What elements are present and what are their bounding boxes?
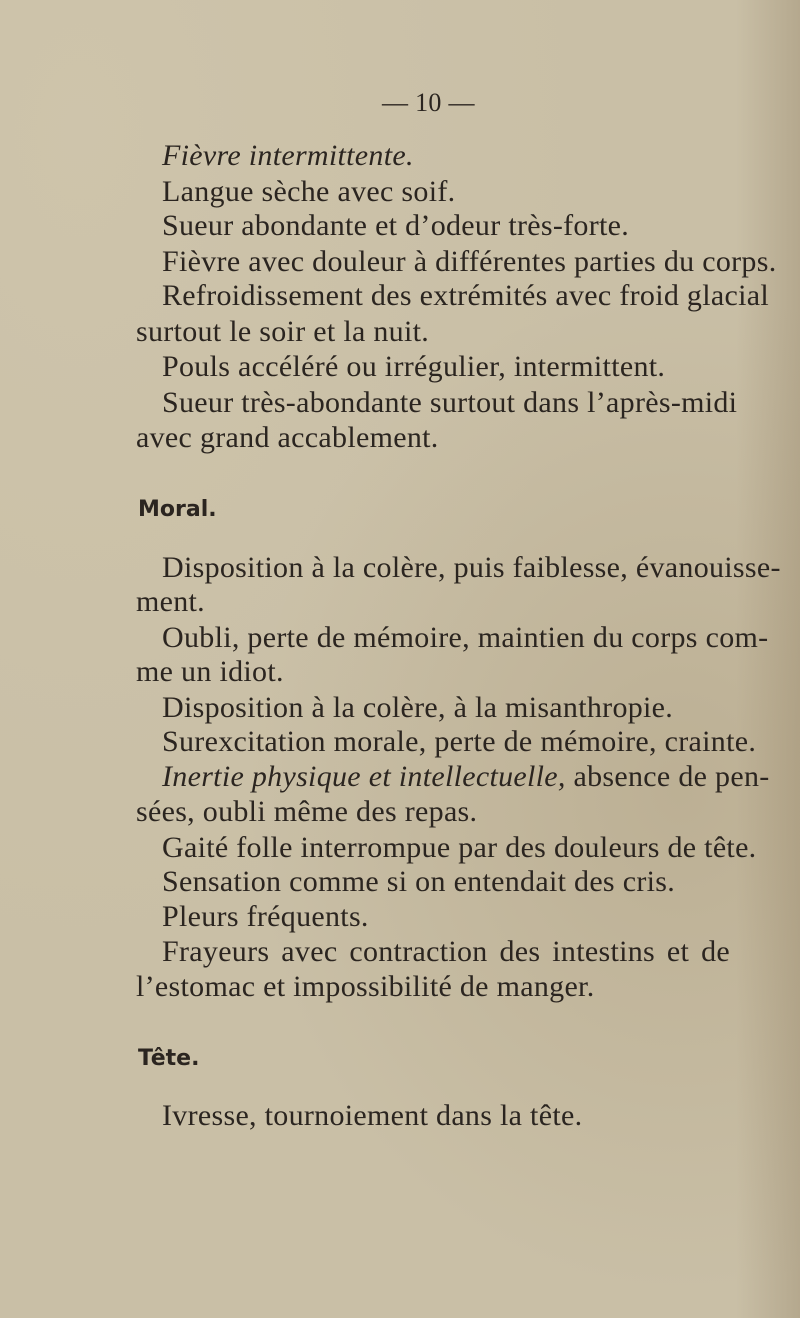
text-line: Disposition à la colère, à la misanthropie. bbox=[162, 691, 674, 724]
page-number: — 10 — bbox=[382, 88, 475, 117]
text-line: Sueur abondante et d’odeur très-forte. bbox=[162, 209, 630, 242]
italic-phrase: Inertie physique et intellectuelle, bbox=[162, 760, 566, 793]
text-line: ment. bbox=[136, 585, 205, 618]
text-line: Oubli, perte de mémoire, maintien du corps com- bbox=[162, 621, 769, 654]
text-line: Pouls accéléré ou irrégulier, intermittent. bbox=[162, 350, 666, 383]
text-line: Refroidissement des extrémités avec froid glacial bbox=[162, 279, 769, 312]
text-line: avec grand accablement. bbox=[136, 421, 439, 454]
text-line: Fièvre avec douleur à différentes parties du corps. bbox=[162, 245, 777, 278]
text-line: surtout le soir et la nuit. bbox=[136, 315, 430, 348]
section-heading-tete: Tête. bbox=[138, 1046, 200, 1071]
section-heading-moral: Moral. bbox=[138, 497, 217, 522]
text-line: Sueur très-abondante surtout dans l’après-midi bbox=[162, 386, 738, 419]
text-line: Langue sèche avec soif. bbox=[162, 175, 456, 208]
text-line: Pleurs fréquents. bbox=[162, 900, 369, 933]
text-fragment: absence de pen- bbox=[565, 760, 770, 793]
text-line: Frayeurs avec contraction des intestins et de bbox=[162, 935, 730, 968]
text-line-inertie bbox=[162, 760, 770, 794]
section-title-fievre: Fièvre intermittente. bbox=[162, 139, 414, 172]
text-line: Gaité folle interrompue par des douleurs de tête. bbox=[162, 831, 757, 864]
text-line: sées, oubli même des repas. bbox=[136, 795, 478, 828]
text-line: Sensation comme si on entendait des cris. bbox=[162, 865, 676, 898]
text-line: Disposition à la colère, puis faiblesse, évanouisse- bbox=[162, 551, 781, 584]
text-line: me un idiot. bbox=[136, 655, 284, 688]
text-line: Surexcitation morale, perte de mémoire, crainte. bbox=[162, 725, 757, 758]
text-line: Ivresse, tournoiement dans la tête. bbox=[162, 1099, 583, 1132]
text-line: l’estomac et impossibilité de manger. bbox=[136, 970, 595, 1003]
